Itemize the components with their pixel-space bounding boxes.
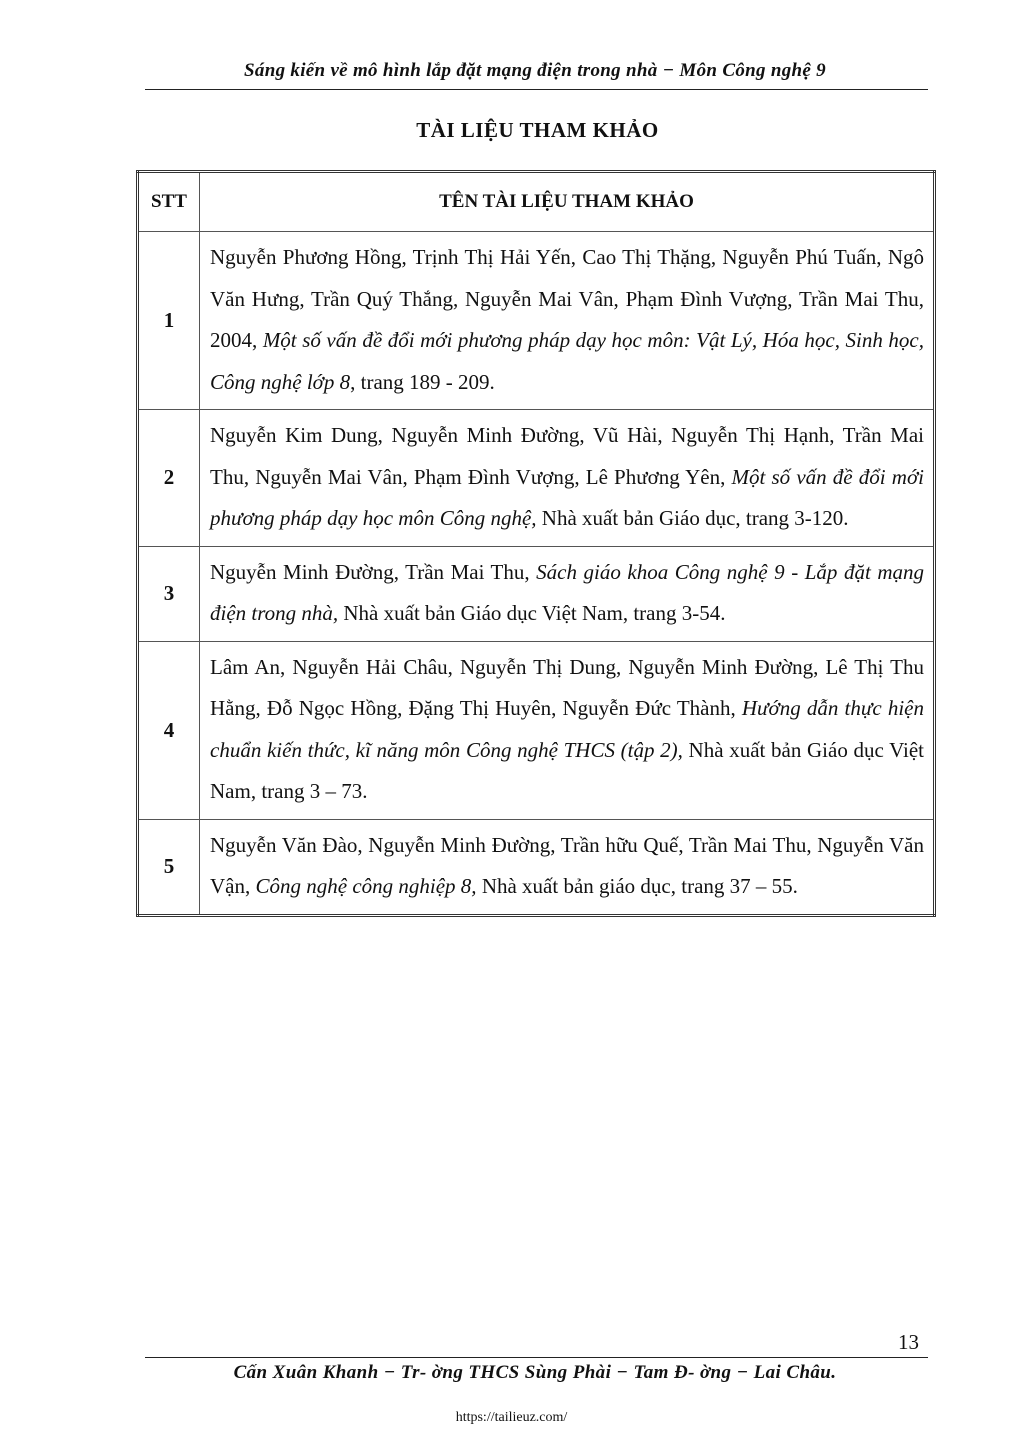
column-header-title: TÊN TÀI LIỆU THAM KHẢO bbox=[200, 172, 935, 232]
table-row bbox=[138, 232, 935, 410]
table-row bbox=[138, 641, 935, 819]
row-number: 4 bbox=[138, 641, 200, 819]
page-footer: Cấn Xuân Khanh − Tr- ờng THCS Sùng Phài − Tam Đ- ờng − Lai Châu. bbox=[233, 1362, 837, 1383]
reference-authors: Nguyễn Văn Đào, Nguyễn Minh Đường, Trần hữu Quế, Trần Mai Thu, Nguyễn Văn Vận, bbox=[210, 832, 924, 898]
table-row bbox=[138, 410, 935, 547]
page-header: Sáng kiến về mô hình lắp đặt mạng điện trong nhà − Môn Công nghệ 9 bbox=[244, 60, 826, 81]
reference-title: Một số vấn đề đổi mới phương pháp dạy học môn Công nghệ, bbox=[210, 464, 924, 530]
row-number: 3 bbox=[138, 546, 200, 641]
footer-divider bbox=[145, 1357, 928, 1358]
reference-authors: Lâm An, Nguyễn Hải Châu, Nguyễn Thị Dung, Nguyễn Minh Đường, Lê Thị Thu Hằng, Đỗ Ngọc Hồng, Đặng Thị Huyên, Nguyễn Đức Thành, bbox=[210, 654, 924, 720]
reference-title: Công nghệ công nghiệp 8, bbox=[255, 874, 477, 898]
reference-authors: Nguyễn Phương Hồng, Trịnh Thị Hải Yến, Cao Thị Thặng, Nguyễn Phú Tuấn, Ngô Văn Hưng, Trần Quý Thắng, Nguyễn Mai Vân, Phạm Đình Vượng, Trần Mai Thu, 2004, bbox=[210, 245, 924, 352]
reference-title: Hướng dẫn thực hiện chuẩn kiến thức, kĩ năng môn Công nghệ THCS (tập 2), bbox=[210, 696, 924, 762]
reference-entry bbox=[200, 546, 935, 641]
reference-entry bbox=[200, 819, 935, 915]
table-row bbox=[138, 819, 935, 915]
reference-entry bbox=[200, 641, 935, 819]
reference-authors: Nguyễn Minh Đường, Trần Mai Thu, bbox=[210, 559, 537, 584]
references-table bbox=[136, 170, 936, 917]
row-number: 2 bbox=[138, 410, 200, 547]
page-title: TÀI LIỆU THAM KHẢO bbox=[416, 118, 659, 142]
page-number: 13 bbox=[898, 1330, 919, 1354]
reference-details: Nhà xuất bản giáo dục, trang 37 – 55. bbox=[476, 874, 798, 898]
reference-entry bbox=[200, 232, 935, 410]
table-header-row bbox=[138, 172, 935, 232]
column-header-stt: STT bbox=[138, 172, 200, 232]
reference-title: Sách giáo khoa Công nghệ 9 - Lắp đặt mạng điện trong nhà, bbox=[210, 559, 924, 625]
source-url: https://tailieuz.com/ bbox=[455, 1410, 568, 1425]
header-divider bbox=[145, 89, 928, 90]
reference-entry bbox=[200, 410, 935, 547]
reference-details: Nhà xuất bản Giáo dục Việt Nam, trang 3 – 73. bbox=[210, 737, 924, 803]
reference-title: Một số vấn đề đổi mới phương pháp dạy học môn: Vật Lý, Hóa học, Sinh học, Công nghệ lớp 8 bbox=[210, 328, 924, 394]
row-number: 1 bbox=[138, 232, 200, 410]
reference-authors: Nguyễn Kim Dung, Nguyễn Minh Đường, Vũ Hài, Nguyễn Thị Hạnh, Trần Mai Thu, Nguyễn Mai Vân, Phạm Đình Vượng, Lê Phương Yên, bbox=[210, 423, 924, 489]
reference-details: , trang 189 - 209. bbox=[350, 369, 495, 394]
reference-details: Nhà xuất bản Giáo dục, trang 3-120. bbox=[536, 506, 849, 530]
reference-details: Nhà xuất bản Giáo dục Việt Nam, trang 3-54. bbox=[338, 601, 726, 625]
table-row bbox=[138, 546, 935, 641]
row-number: 5 bbox=[138, 819, 200, 915]
